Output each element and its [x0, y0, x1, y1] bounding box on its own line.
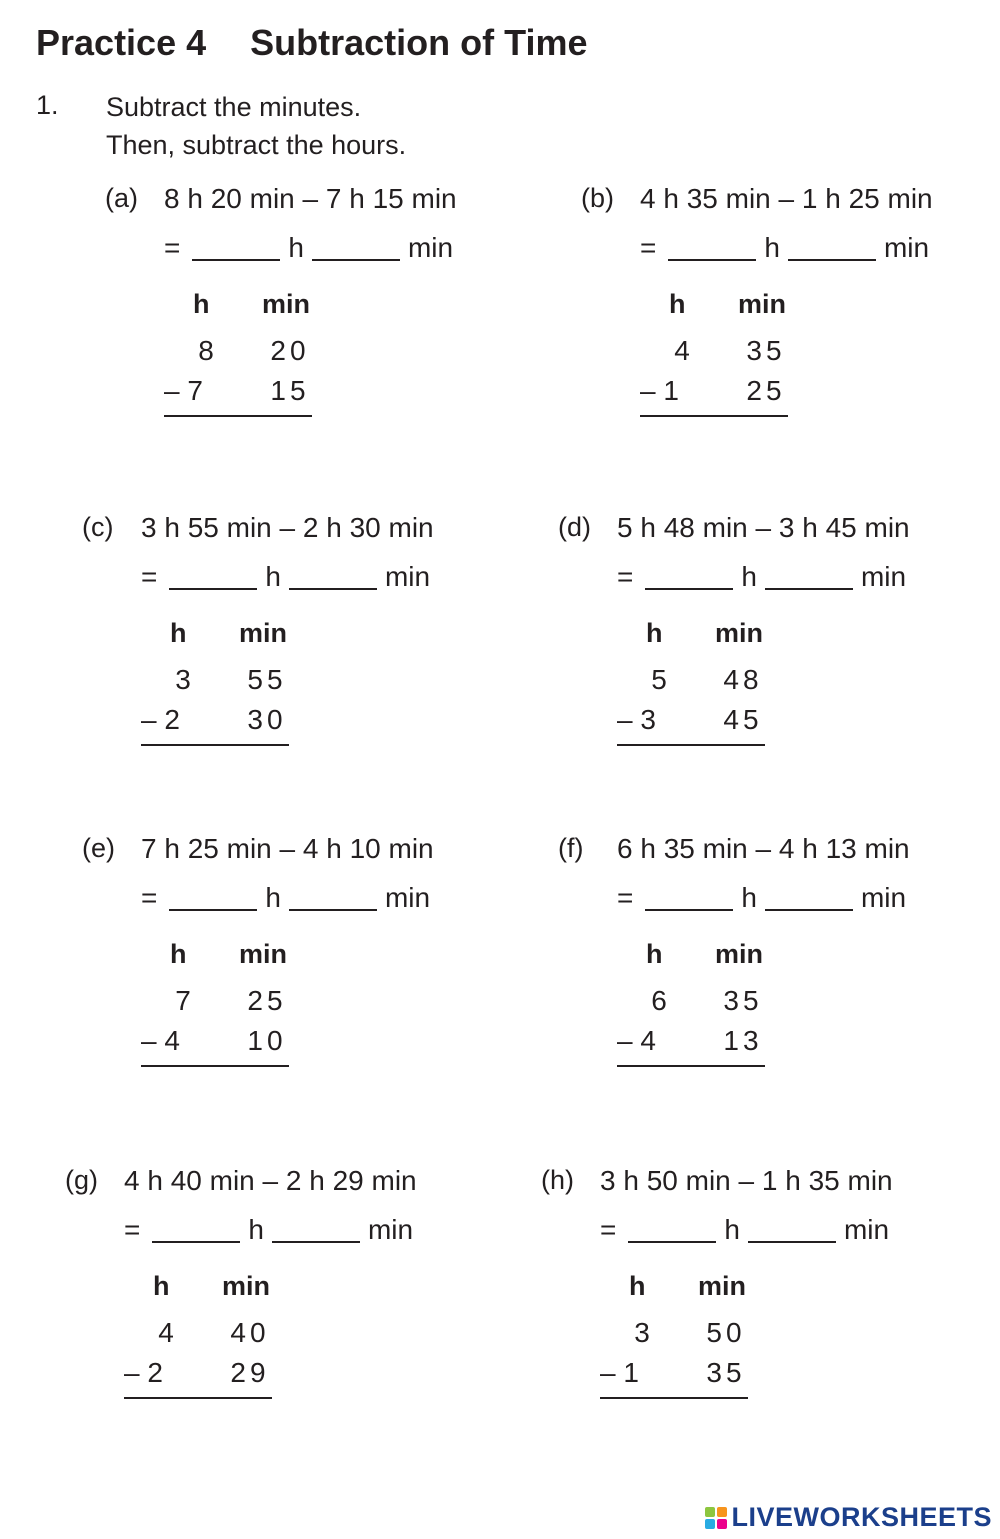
column-header-minutes: min [715, 618, 764, 648]
problem-label: (e) [82, 833, 115, 863]
instruction-line-2: Then, subtract the hours. [106, 130, 407, 160]
minutes-answer-blank[interactable] [289, 883, 377, 911]
bottom-minutes: 15 [270, 375, 310, 406]
column-header-hours: h [153, 1271, 170, 1301]
top-minutes: 25 [247, 985, 287, 1016]
hours-unit: h [741, 561, 757, 592]
minutes-unit: min [407, 232, 454, 263]
problem-label: (a) [105, 183, 138, 213]
bottom-hours: – 2 [141, 704, 180, 735]
hours-unit: h [265, 561, 281, 592]
equals-sign: = [600, 1214, 617, 1245]
minutes-unit: min [860, 561, 907, 592]
hours-unit: h [741, 882, 757, 913]
problem-f [558, 833, 978, 1113]
column-header-hours: h [629, 1271, 646, 1301]
subtraction-rule [640, 415, 788, 417]
problem-d [558, 512, 978, 792]
hours-answer-blank[interactable] [169, 562, 257, 590]
column-header-minutes: min [239, 618, 288, 648]
equals-sign: = [124, 1214, 141, 1245]
problem-expression: 4 h 35 min – 1 h 25 min [640, 183, 933, 214]
problem-c [82, 512, 502, 792]
logo-text: LIVEWORKSHEETS [731, 1502, 992, 1532]
bottom-minutes: 30 [247, 704, 287, 735]
column-header-minutes: min [239, 939, 288, 969]
subtraction-rule [600, 1397, 748, 1399]
bottom-hours: – 4 [141, 1025, 180, 1056]
top-minutes: 48 [723, 664, 763, 695]
top-minutes: 55 [247, 664, 287, 695]
problem-expression: 7 h 25 min – 4 h 10 min [141, 833, 434, 864]
problem-h [541, 1165, 961, 1445]
minutes-answer-blank[interactable] [272, 1215, 360, 1243]
minutes-answer-blank[interactable] [289, 562, 377, 590]
problem-e [82, 833, 502, 1113]
bottom-hours: – 2 [124, 1357, 163, 1388]
hours-answer-blank[interactable] [645, 883, 733, 911]
equals-sign: = [164, 232, 181, 263]
column-header-hours: h [170, 618, 187, 648]
top-hours: 7 [175, 985, 191, 1016]
minutes-unit: min [384, 561, 431, 592]
hours-answer-blank[interactable] [628, 1215, 716, 1243]
top-minutes: 50 [706, 1317, 746, 1348]
subtraction-rule [141, 744, 289, 746]
top-hours: 5 [651, 664, 667, 695]
problem-label: (g) [65, 1165, 98, 1195]
subtraction-rule [141, 1065, 289, 1067]
bottom-hours: – 4 [617, 1025, 656, 1056]
column-header-minutes: min [262, 289, 311, 319]
answer-line [124, 1211, 413, 1246]
hours-answer-blank[interactable] [668, 233, 756, 261]
top-hours: 3 [175, 664, 191, 695]
bottom-minutes: 35 [706, 1357, 746, 1388]
top-minutes: 35 [723, 985, 763, 1016]
bottom-minutes: 25 [746, 375, 786, 406]
answer-line [617, 879, 906, 914]
top-minutes: 35 [746, 335, 786, 366]
problem-label: (c) [82, 512, 114, 542]
problem-expression: 3 h 55 min – 2 h 30 min [141, 512, 434, 543]
minutes-answer-blank[interactable] [748, 1215, 836, 1243]
hours-unit: h [248, 1214, 264, 1245]
column-header-hours: h [193, 289, 210, 319]
column-header-hours: h [646, 939, 663, 969]
column-header-minutes: min [222, 1271, 271, 1301]
minutes-unit: min [883, 232, 930, 263]
minutes-answer-blank[interactable] [788, 233, 876, 261]
question-number: 1. [36, 90, 59, 120]
problem-label: (f) [558, 833, 584, 863]
page-title [36, 22, 587, 64]
subtraction-rule [617, 744, 765, 746]
top-minutes: 20 [270, 335, 310, 366]
instruction-line-1: Subtract the minutes. [106, 92, 362, 122]
bottom-hours: – 1 [640, 375, 679, 406]
problem-g [65, 1165, 485, 1445]
bottom-minutes: 10 [247, 1025, 287, 1056]
minutes-unit: min [843, 1214, 890, 1245]
problem-label: (b) [581, 183, 614, 213]
problem-label: (d) [558, 512, 591, 542]
top-minutes: 40 [230, 1317, 270, 1348]
column-header-hours: h [646, 618, 663, 648]
hours-answer-blank[interactable] [192, 233, 280, 261]
minutes-answer-blank[interactable] [765, 562, 853, 590]
topic-title: Subtraction of Time [250, 22, 588, 63]
problem-label: (h) [541, 1165, 574, 1195]
top-hours: 6 [651, 985, 667, 1016]
subtraction-rule [124, 1397, 272, 1399]
problem-a [105, 183, 525, 463]
top-hours: 4 [158, 1317, 174, 1348]
logo-mark-icon [705, 1507, 727, 1529]
problem-expression: 8 h 20 min – 7 h 15 min [164, 183, 457, 214]
bottom-minutes: 45 [723, 704, 763, 735]
equals-sign: = [640, 232, 657, 263]
hours-answer-blank[interactable] [645, 562, 733, 590]
bottom-hours: – 3 [617, 704, 656, 735]
minutes-answer-blank[interactable] [765, 883, 853, 911]
column-header-hours: h [669, 289, 686, 319]
minutes-answer-blank[interactable] [312, 233, 400, 261]
column-header-minutes: min [698, 1271, 747, 1301]
problem-expression: 5 h 48 min – 3 h 45 min [617, 512, 910, 543]
equals-sign: = [617, 561, 634, 592]
answer-line [141, 558, 430, 593]
problem-expression: 3 h 50 min – 1 h 35 min [600, 1165, 893, 1196]
liveworksheets-logo [705, 1502, 992, 1533]
bottom-minutes: 13 [723, 1025, 763, 1056]
hours-answer-blank[interactable] [152, 1215, 240, 1243]
problem-expression: 6 h 35 min – 4 h 13 min [617, 833, 910, 864]
hours-unit: h [764, 232, 780, 263]
bottom-hours: – 7 [164, 375, 203, 406]
subtraction-rule [617, 1065, 765, 1067]
equals-sign: = [141, 882, 158, 913]
answer-line [640, 229, 929, 264]
hours-unit: h [724, 1214, 740, 1245]
hours-unit: h [288, 232, 304, 263]
column-header-hours: h [170, 939, 187, 969]
bottom-minutes: 29 [230, 1357, 270, 1388]
minutes-unit: min [367, 1214, 414, 1245]
bottom-hours: – 1 [600, 1357, 639, 1388]
hours-answer-blank[interactable] [169, 883, 257, 911]
subtraction-rule [164, 415, 312, 417]
problem-b [581, 183, 1000, 463]
top-hours: 4 [674, 335, 690, 366]
answer-line [600, 1211, 889, 1246]
column-header-minutes: min [715, 939, 764, 969]
minutes-unit: min [384, 882, 431, 913]
practice-number: Practice 4 [36, 22, 207, 63]
column-header-minutes: min [738, 289, 787, 319]
answer-line [164, 229, 453, 264]
top-hours: 8 [198, 335, 214, 366]
instructions [106, 88, 406, 164]
equals-sign: = [141, 561, 158, 592]
problem-expression: 4 h 40 min – 2 h 29 min [124, 1165, 417, 1196]
hours-unit: h [265, 882, 281, 913]
equals-sign: = [617, 882, 634, 913]
answer-line [141, 879, 430, 914]
top-hours: 3 [634, 1317, 650, 1348]
minutes-unit: min [860, 882, 907, 913]
answer-line [617, 558, 906, 593]
